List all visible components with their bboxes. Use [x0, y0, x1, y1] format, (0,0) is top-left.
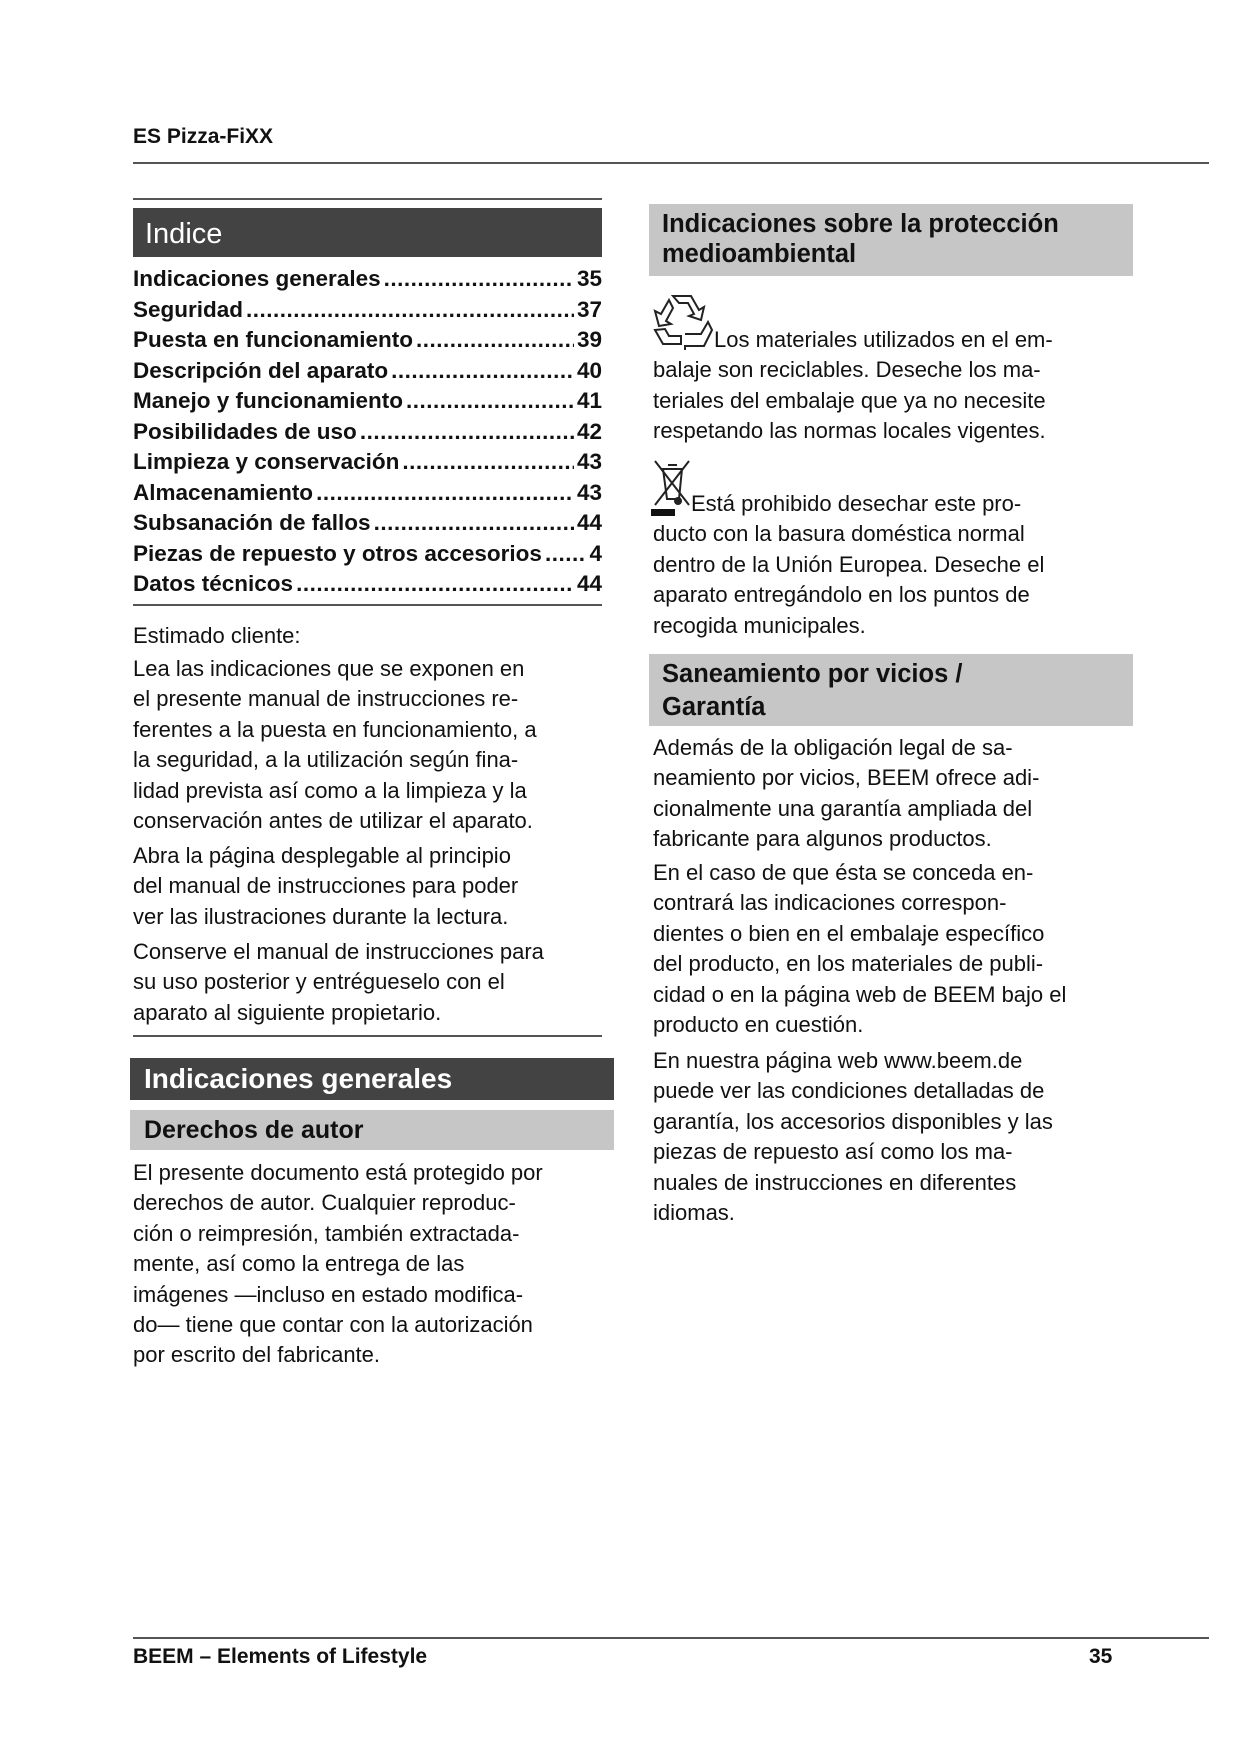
toc-entry[interactable] — [133, 478, 602, 509]
toc-dot-leader — [384, 264, 574, 295]
toc-entry-page: 39 — [576, 327, 602, 352]
document-header-title: ES Pizza-FiXX — [133, 125, 274, 148]
toc-dot-leader — [360, 417, 574, 448]
index-heading: Indice — [145, 218, 223, 250]
text-line: contrará las indicaciones correspon- — [653, 890, 1007, 916]
text-line: ducto con la basura doméstica normal — [653, 521, 1025, 547]
text-line: Garantía — [662, 693, 766, 721]
text-line: Indicaciones sobre la protección — [662, 210, 1059, 238]
warranty-paragraph-2 — [653, 858, 1066, 1040]
toc-dot-leader — [545, 539, 587, 570]
environment-heading — [649, 204, 1133, 274]
toc-entry-page: 35 — [576, 266, 602, 291]
toc-entry[interactable] — [133, 356, 602, 387]
text-line: garantía, los accesorios disponibles y las — [653, 1108, 1053, 1134]
text-line: la seguridad, a la utilización según fina- — [133, 747, 519, 773]
warranty-paragraph-3 — [653, 1046, 1053, 1228]
warranty-paragraph-1 — [653, 733, 1039, 855]
text-line: teriales del embalaje que ya no necesite — [653, 387, 1046, 413]
table-of-contents — [133, 264, 602, 600]
text-line: do— tiene que contar con la autorización — [133, 1311, 533, 1337]
intro-paragraph-3 — [133, 937, 544, 1028]
toc-dot-leader — [246, 295, 574, 326]
text-line: medioambiental — [662, 240, 857, 268]
toc-entry[interactable] — [133, 508, 602, 539]
toc-entry-page: 40 — [576, 357, 602, 383]
toc-entry-page: 44 — [576, 510, 602, 535]
toc-entry-title: Puesta en funcionamiento — [133, 327, 414, 352]
header-rule — [133, 162, 1209, 164]
text-line: Estimado cliente: — [133, 623, 301, 648]
toc-entry-title: Subsanación de fallos — [133, 510, 371, 535]
text-line: cidad o en la página web de BEEM bajo el — [653, 981, 1067, 1007]
toc-entry-page: 42 — [576, 418, 602, 444]
text-line: piezas de repuesto así como los ma- — [653, 1139, 1013, 1165]
toc-entry[interactable] — [133, 386, 602, 417]
toc-entry[interactable] — [133, 325, 602, 356]
general-heading-box — [130, 1058, 614, 1100]
toc-entry-page: 4 — [589, 540, 602, 566]
text-line: del producto, en los materiales de publi- — [653, 951, 1044, 977]
text-line: dentro de la Unión Europea. Deseche el — [653, 551, 1045, 577]
text-line: ver las ilustraciones durante la lectura. — [133, 903, 509, 929]
text-line: neamiento por vicios, BEEM ofrece adi- — [653, 765, 1040, 791]
text-line: Los materiales utilizados en el em- — [714, 327, 1053, 352]
text-line: En nuestra página web www.beem.de — [653, 1048, 1023, 1073]
text-line: fabricante para algunos productos. — [653, 826, 992, 852]
index-heading-box — [133, 208, 602, 257]
intro-paragraph-1 — [133, 654, 537, 836]
text-line: dientes o bien en el embalaje específico — [653, 920, 1045, 946]
divider — [133, 198, 602, 200]
text-line: Conserve el manual de instrucciones para — [133, 939, 544, 964]
toc-entry-title: Posibilidades de uso — [133, 418, 357, 444]
toc-entry[interactable] — [133, 539, 602, 570]
toc-entry[interactable] — [133, 447, 602, 478]
text-line: Lea las indicaciones que se exponen en — [133, 656, 525, 681]
text-line: por escrito del fabricante. — [133, 1342, 381, 1368]
warranty-heading — [649, 654, 1133, 728]
text-line: imágenes —incluso en estado modifica- — [133, 1281, 524, 1307]
toc-entry-title: Piezas de repuesto y otros accesorios — [133, 540, 542, 566]
text-line: Está prohibido desechar este pro- — [691, 491, 1022, 516]
toc-entry-page: 43 — [576, 479, 602, 505]
copyright-heading: Derechos de autor — [144, 1116, 364, 1144]
text-line: cionalmente una garantía ampliada del — [653, 795, 1033, 821]
toc-entry-title: Indicaciones generales — [133, 266, 381, 291]
text-line: lidad prevista así como a la limpieza y la — [133, 777, 527, 803]
intro-paragraph-2 — [133, 841, 518, 932]
text-line: recogida municipales. — [653, 612, 866, 638]
toc-dot-leader — [316, 478, 574, 509]
divider — [133, 604, 602, 606]
divider — [133, 1035, 602, 1037]
text-line: ción o reimpresión, también extractada- — [133, 1220, 520, 1246]
toc-dot-leader — [296, 569, 574, 600]
text-line: conservación antes de utilizar el aparato. — [133, 807, 533, 833]
toc-entry-title: Datos técnicos — [133, 571, 294, 596]
text-line: El presente documento está protegido por — [133, 1160, 543, 1185]
text-line: Además de la obligación legal de sa- — [653, 735, 1013, 760]
toc-dot-leader — [374, 508, 574, 539]
text-line: mente, así como la entrega de las — [133, 1251, 465, 1277]
toc-dot-leader — [416, 325, 574, 356]
toc-entry-page: 41 — [576, 388, 602, 413]
toc-entry-title: Almacenamiento — [133, 479, 314, 505]
text-line: aparato entregándolo en los puntos de — [653, 582, 1030, 608]
footer-brand: BEEM – Elements of Lifestyle — [133, 1645, 428, 1668]
toc-entry-page: 43 — [576, 449, 602, 474]
footer-rule — [133, 1637, 1209, 1639]
general-heading: Indicaciones generales — [144, 1063, 453, 1094]
environment-heading-box — [649, 204, 1133, 276]
greeting — [133, 621, 301, 651]
toc-entry[interactable] — [133, 569, 602, 600]
text-line: producto en cuestión. — [653, 1011, 864, 1037]
toc-entry-page: 37 — [576, 296, 602, 322]
environment-paragraph-1 — [653, 325, 1053, 447]
text-line: Saneamiento por vicios / — [662, 660, 963, 688]
toc-entry[interactable] — [133, 417, 602, 448]
toc-dot-leader — [402, 447, 574, 478]
text-line: idiomas. — [653, 1199, 735, 1225]
text-line: respetando las normas locales vigentes. — [653, 418, 1046, 444]
text-line: su uso posterior y entrégueselo con el — [133, 969, 505, 995]
copyright-paragraph — [133, 1158, 543, 1371]
toc-entry-title: Limpieza y conservación — [133, 449, 400, 474]
toc-dot-leader — [391, 356, 574, 387]
text-line: En el caso de que ésta se conceda en- — [653, 860, 1034, 885]
toc-entry-page: 44 — [576, 571, 602, 596]
toc-entry-title: Manejo y funcionamiento — [133, 388, 404, 413]
text-line: derechos de autor. Cualquier reproduc- — [133, 1190, 516, 1216]
text-line: del manual de instrucciones para poder — [133, 873, 519, 899]
text-line: el presente manual de instrucciones re- — [133, 686, 519, 712]
text-line: puede ver las condiciones detalladas de — [653, 1078, 1045, 1104]
text-line: balaje son reciclables. Deseche los ma- — [653, 357, 1041, 383]
warranty-heading-box — [649, 654, 1133, 726]
toc-entry-title: Seguridad — [133, 296, 244, 322]
toc-entry-title: Descripción del aparato — [133, 357, 389, 383]
toc-entry[interactable] — [133, 295, 602, 326]
text-line: nuales de instrucciones en diferentes — [653, 1169, 1017, 1195]
text-line: ferentes a la puesta en funcionamiento, a — [133, 716, 537, 742]
page-number: 35 — [1089, 1645, 1113, 1668]
environment-paragraph-2 — [653, 489, 1044, 641]
text-line: Abra la página desplegable al principio — [133, 843, 511, 868]
text-line: aparato al siguiente propietario. — [133, 999, 442, 1025]
copyright-heading-box — [130, 1110, 614, 1150]
toc-entry[interactable] — [133, 264, 602, 295]
toc-dot-leader — [406, 386, 574, 417]
